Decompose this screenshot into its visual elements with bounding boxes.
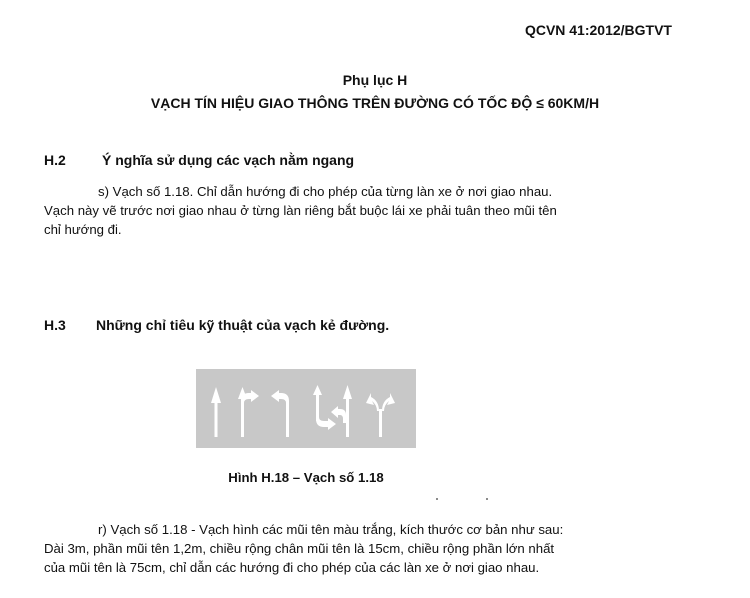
left-arrow-icon [271, 390, 289, 437]
section-h2-number: H.2 [44, 152, 66, 168]
paragraph-line: chỉ hướng đi. [44, 222, 122, 237]
section-h3-number: H.3 [44, 317, 66, 333]
section-h2-paragraph [44, 182, 704, 239]
paragraph-line-text: s) Vạch số 1.18. Chỉ dẫn hướng đi cho phép của từng làn xe ở nơi giao nhau. [98, 184, 553, 199]
paragraph-line [44, 182, 704, 201]
section-h2-title: Ý nghĩa sử dụng các vạch nằm ngang [102, 152, 355, 168]
figure-caption: Hình H.18 – Vạch số 1.18 [228, 470, 384, 485]
speck [436, 498, 438, 500]
straight-arrow-icon [211, 387, 221, 437]
paragraph-line: của mũi tên là 75cm, chỉ dẫn các hướng đi cho phép của các làn xe ở nơi giao nhau. [44, 560, 540, 575]
document-code: QCVN 41:2012/BGTVT [524, 22, 672, 38]
straight-left-arrow-icon [331, 385, 352, 437]
paragraph-line: Dài 3m, phần mũi tên 1,2m, chiều rộng chân mũi tên là 15cm, chiều rộng phần lớn nhất [44, 541, 555, 556]
straight-right-arrow-icon [238, 387, 259, 437]
right-turn-arrow-icon [313, 385, 336, 430]
lane-arrows-figure [196, 369, 416, 448]
section-h3-title: Những chỉ tiêu kỹ thuật của vạch kẻ đường. [96, 317, 390, 333]
paragraph-line-text: r) Vạch số 1.18 - Vạch hình các mũi tên màu trắng, kích thước cơ bản như sau: [98, 522, 564, 537]
lane-direction-arrows-icon [196, 369, 416, 448]
speck [486, 498, 488, 500]
page-title: VẠCH TÍN HIỆU GIAO THÔNG TRÊN ĐƯỜNG CÓ TỐC ĐỘ ≤ 60KM/H [150, 95, 600, 111]
paragraph-line [44, 520, 704, 539]
appendix-title: Phụ lục H [342, 72, 408, 88]
paragraph-line: Vạch này vẽ trước nơi giao nhau ở từng làn riêng bắt buộc lái xe phải tuân theo mũi tên [44, 203, 557, 218]
section-h3-paragraph [44, 520, 704, 577]
left-right-arrow-icon [366, 393, 395, 437]
